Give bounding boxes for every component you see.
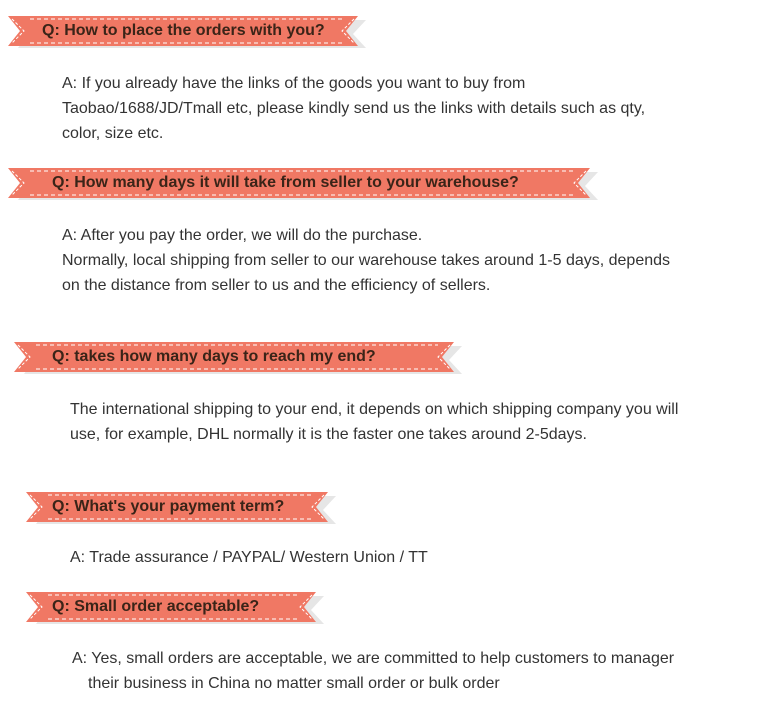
question-text: Q: What's your payment term?	[52, 498, 285, 515]
answer-line: Taobao/1688/JD/Tmall etc, please kindly send us the links with details such as qty,	[62, 100, 646, 117]
question-banner	[26, 490, 336, 524]
question-banner	[26, 590, 324, 624]
question-banner	[8, 14, 366, 48]
answer-block	[62, 223, 670, 298]
question-text: Q: How many days it will take from seller to your warehouse?	[52, 174, 519, 191]
answer-line: A: Yes, small orders are acceptable, we are committed to help customers to manager	[72, 650, 675, 667]
answer-line: The international shipping to your end, it depends on which shipping company you will	[70, 401, 679, 418]
answer-line: A: Trade assurance / PAYPAL/ Western Union / TT	[70, 549, 428, 566]
question-text: Q: How to place the orders with you?	[42, 22, 325, 39]
answer-line: use, for example, DHL normally it is the faster one takes around 2-5days.	[70, 426, 587, 443]
answer-block	[72, 646, 674, 696]
question-banner	[14, 340, 462, 374]
answer-line: color, size etc.	[62, 125, 164, 142]
answer-block	[70, 397, 678, 447]
question-text: Q: takes how many days to reach my end?	[52, 348, 376, 365]
answer-line: Normally, local shipping from seller to our warehouse takes around 1-5 days, depends	[62, 252, 671, 269]
answer-line: on the distance from seller to us and the efficiency of sellers.	[62, 277, 491, 294]
answer-line: A: If you already have the links of the goods you want to buy from	[62, 75, 526, 92]
answer-block	[62, 71, 645, 146]
question-text: Q: Small order acceptable?	[52, 598, 260, 615]
answer-block	[70, 545, 428, 570]
answer-line: A: After you pay the order, we will do the purchase.	[62, 227, 423, 244]
answer-line: their business in China no matter small order or bulk order	[88, 675, 500, 692]
question-banner	[8, 166, 598, 200]
